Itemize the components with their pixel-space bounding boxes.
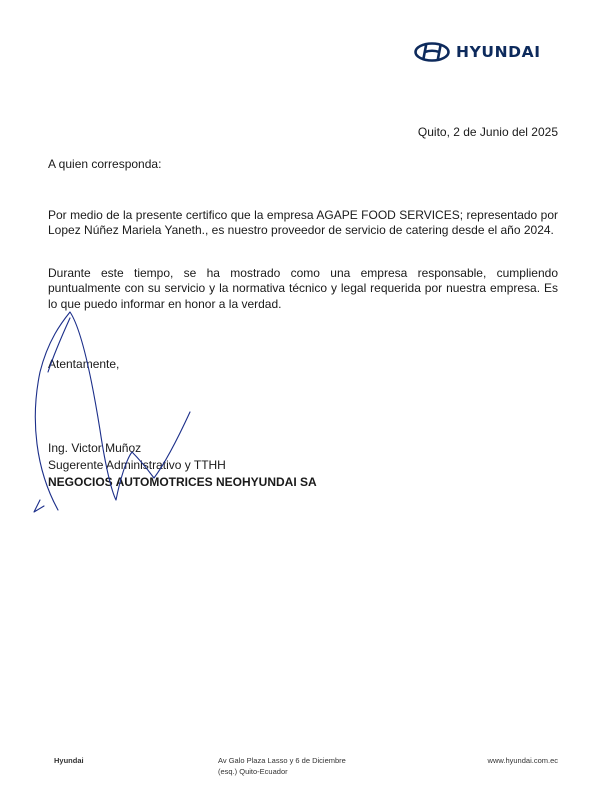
hyundai-emblem-icon [414,42,450,62]
body-paragraph-2: Durante este tiempo, se ha mostrado como una empresa responsable, cumpliendo puntualmente con su servicio y la normativa técnico y legal requerida por nuestra empresa. Es lo que puedo informar en honor a la verdad. [48,266,558,311]
letter-greeting: A quien corresponda: [48,157,162,171]
signer-company: NEGOCIOS AUTOMOTRICES NEOHYUNDAI SA [48,475,317,489]
signature-block [48,440,317,491]
footer-address [218,756,346,777]
footer-website[interactable]: www.hyundai.com.ec [487,756,558,765]
hyundai-logo [414,42,541,62]
footer-address-line-2: (esq.) Quito-Ecuador [218,766,288,776]
footer-address-line-1: Av Galo Plaza Lasso y 6 de Diciembre [218,756,346,765]
signer-title: Sugerente Administrativo y TTHH [48,458,226,472]
brand-name: HYUNDAI [456,43,541,61]
letter-date: Quito, 2 de Junio del 2025 [417,125,558,139]
body-paragraph-1: Por medio de la presente certifico que la empresa AGAPE FOOD SERVICES; representado por Lopez Núñez Mariela Yaneth., es nuestro proveedor de servicio de catering desde el año 2024. [48,208,558,238]
signer-name: Ing. Victor Muñoz [48,441,142,455]
footer-brand: Hyundai [54,756,84,765]
letter-closing: Atentamente, [48,357,120,371]
